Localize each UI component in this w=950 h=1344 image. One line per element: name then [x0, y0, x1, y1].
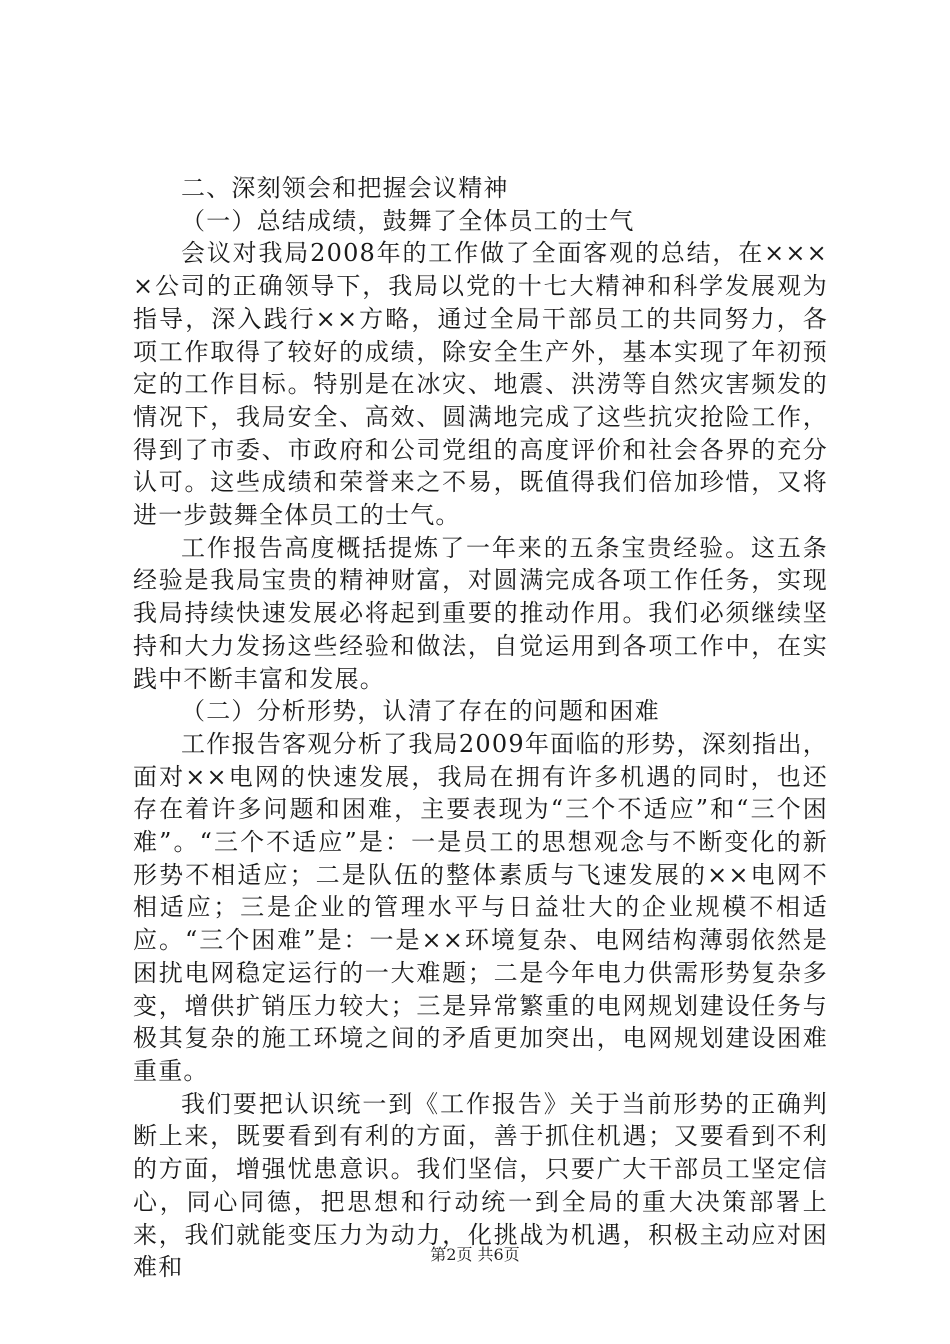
paragraph-4: 我们要把认识统一到《工作报告》关于当前形势的正确判断上来，既要看到有利的方面，善于抓住机遇；又要看到不利的方面，增强忧患意识。我们坚信，只要广大干部员工坚定信心，同心同德，把思想和行动统一到全局的重大决策部署上来，我们就能变压力为动力，化挑战为机遇，积极主动应对困难和 — [133, 1089, 828, 1282]
page-footer: 第2页 共6页 — [430, 1245, 520, 1264]
paragraph-1: 会议对我局2008年的工作做了全面客观的总结，在××××公司的正确领导下，我局以党的十七大精神和科学发展观为指导，深入践行××方略，通过全局干部员工的共同努力，各项工作取得了较好的成绩，除安全生产外，基本实现了年初预定的工作目标。特别是在冰灾、地震、洪涝等自然灾害频发的情况下，我局安全、高效、圆满地完成了这些抗灾抢险工作，得到了市委、市政府和公司党组的高度评价和社会各界的充分认可。这些成绩和荣誉来之不易，既值得我们倍加珍惜，又将进一步鼓舞全体员工的士气。 — [133, 239, 828, 530]
subsection-heading-2: （二）分析形势，认清了存在的问题和困难 — [181, 697, 660, 726]
paragraph-3: 工作报告客观分析了我局2009年面临的形势，深刻指出，面对××电网的快速发展，我局在拥有许多机遇的同时，也还存在着许多问题和困难，主要表现为“三个不适应”和“三个困难”。“三个不适应”是：一是员工的思想观念与不断变化的新形势不相适应；二是队伍的整体素质与飞速发展的××电网不相适应；三是企业的管理水平与日益壮大的企业规模不相适应。“三个困难”是：一是××环境复杂、电网结构薄弱依然是困扰电网稳定运行的一大难题；二是今年电力供需形势复杂多变，增供扩销压力较大；三是异常繁重的电网规划建设任务与极其复杂的施工环境之间的矛盾更加突出，电网规划建设困难重重。 — [133, 729, 828, 1085]
section-heading: 二、深刻领会和把握会议精神 — [181, 174, 509, 202]
paragraph-2: 工作报告高度概括提炼了一年来的五条宝贵经验。这五条经验是我局宝贵的精神财富，对圆满完成各项工作任务，实现我局持续快速发展必将起到重要的推动作用。我们必须继续坚持和大力发扬这些经验和做法，自觉运用到各项工作中，在实践中不断丰富和发展。 — [133, 533, 828, 693]
document-body — [133, 172, 828, 1284]
subsection-heading-1: （一）总结成绩，鼓舞了全体员工的士气 — [181, 206, 635, 235]
